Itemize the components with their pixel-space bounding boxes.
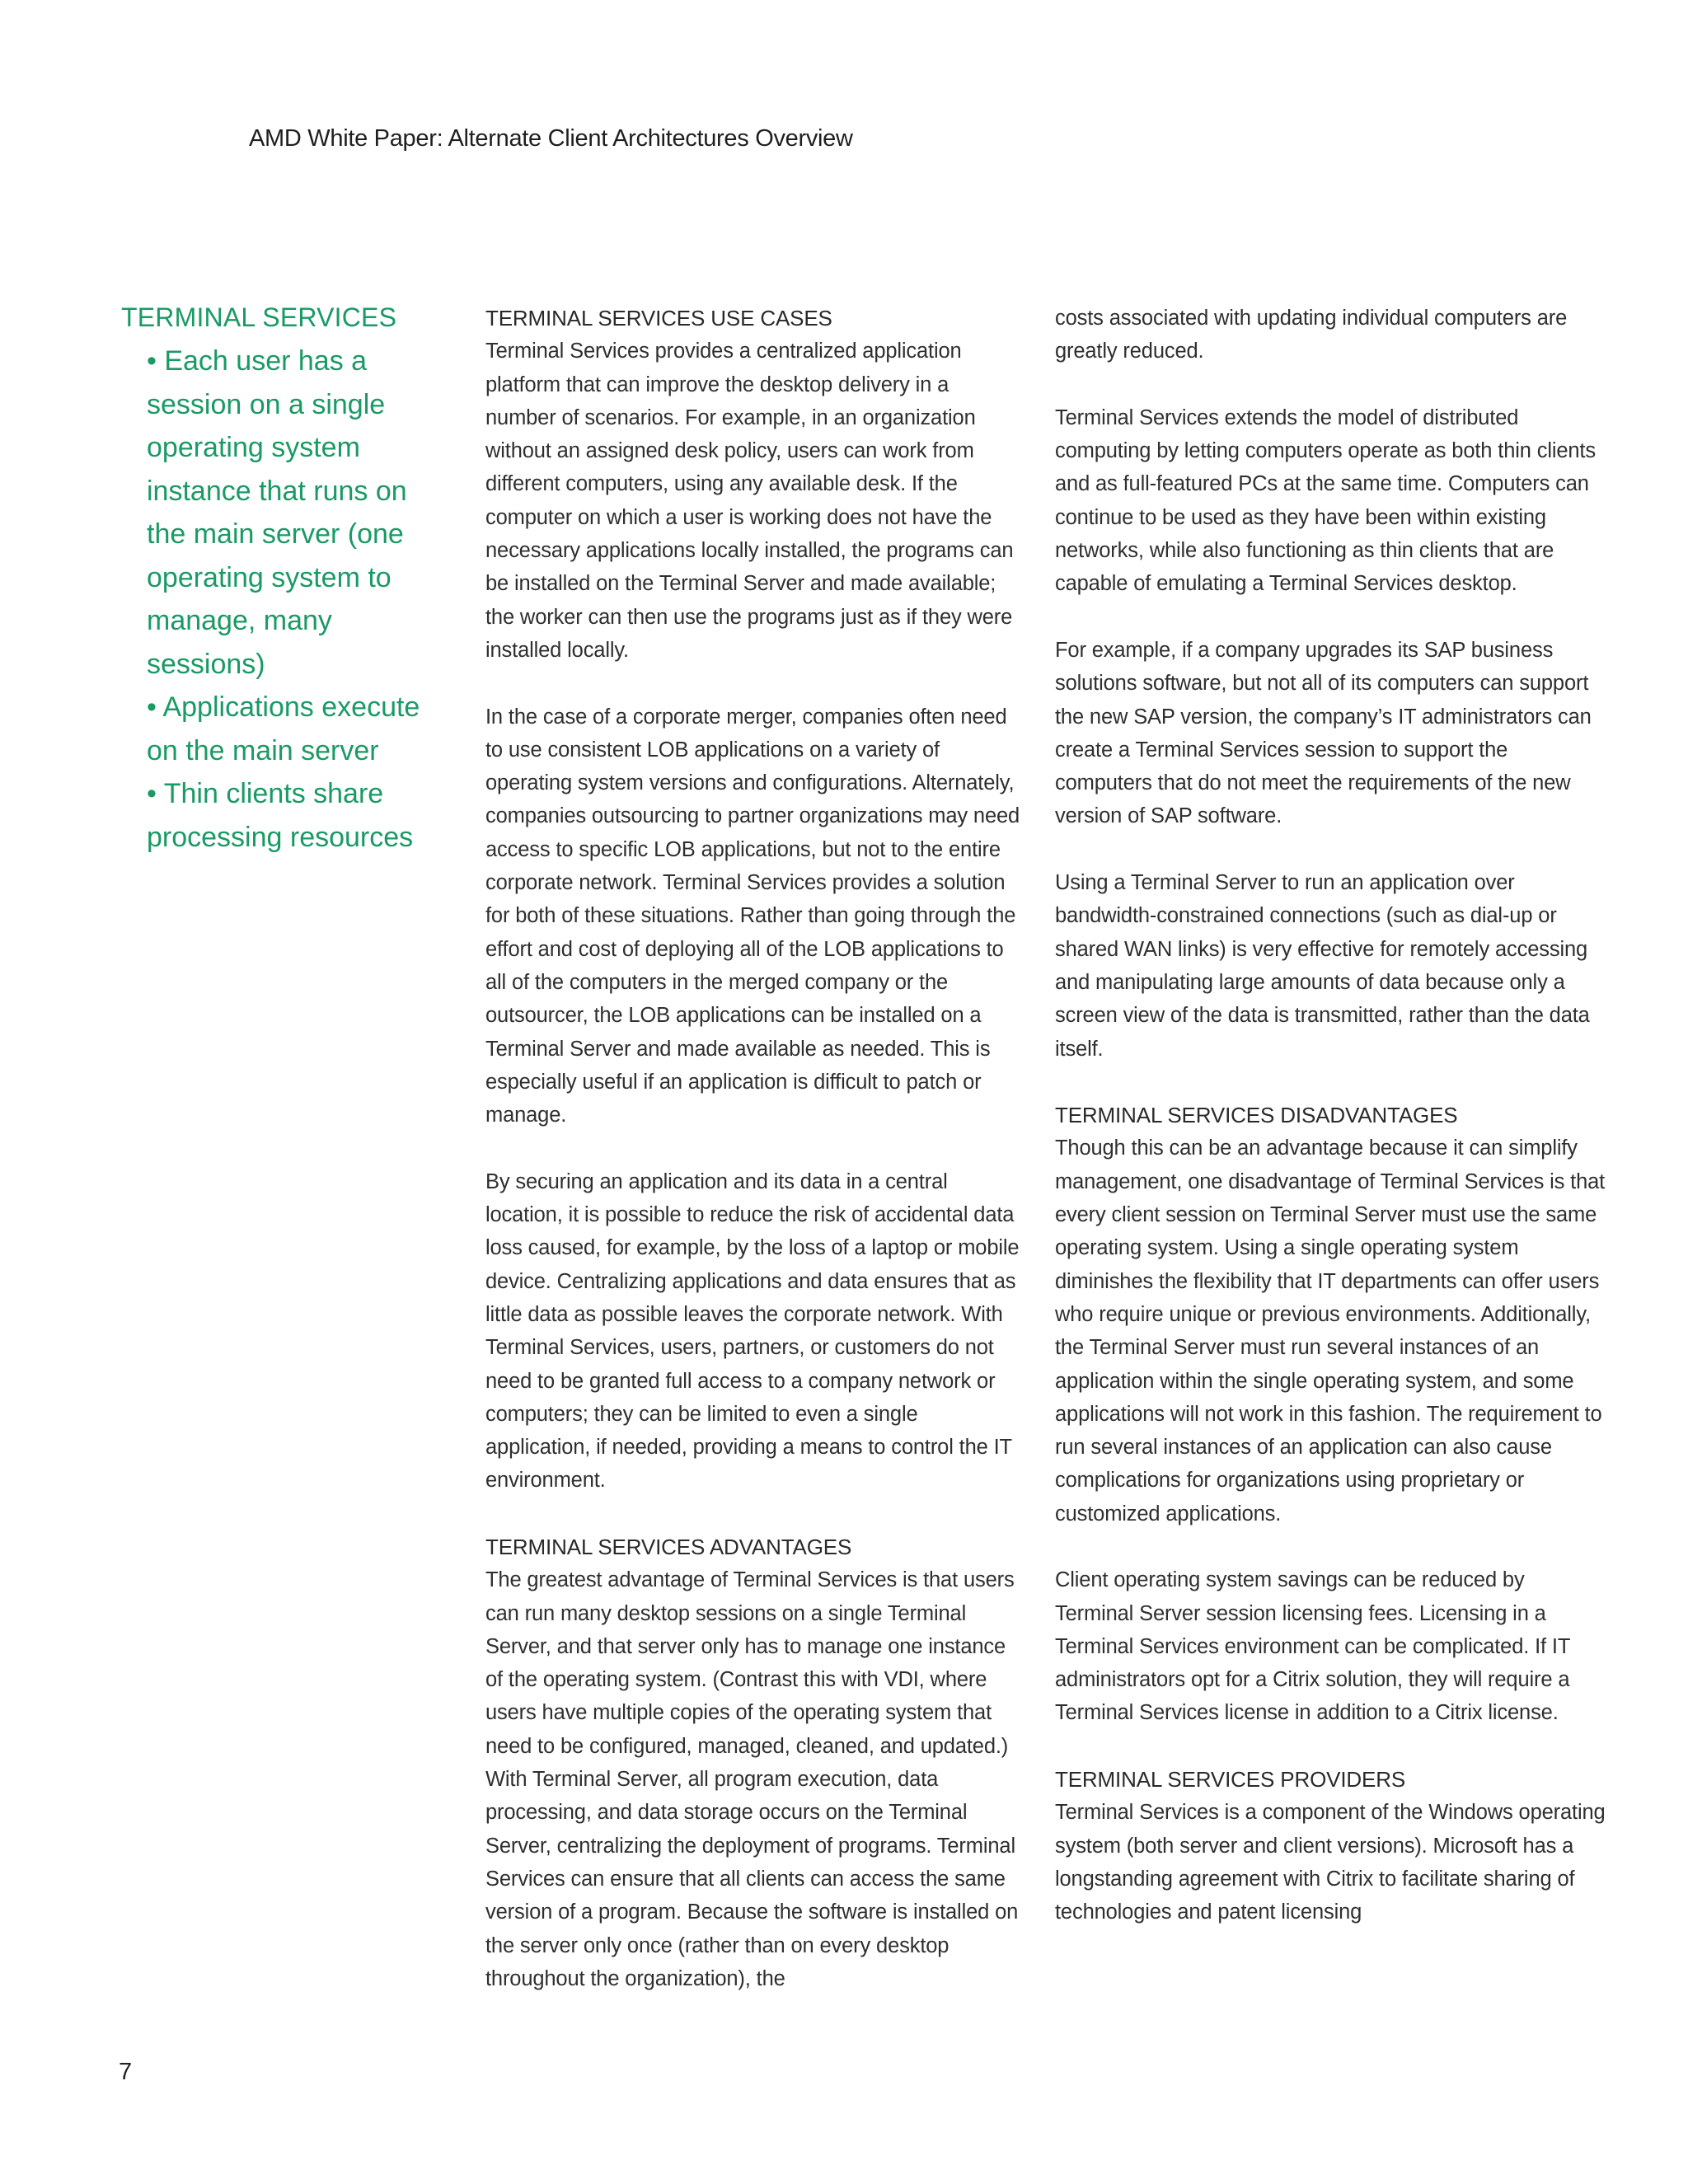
use-cases-heading: TERMINAL SERVICES USE CASES (485, 306, 832, 330)
page-number: 7 (119, 2059, 133, 2085)
providers-paragraph: Terminal Services is a component of the Windows operating system (both server and client versions). Microsoft has a longstanding agreement with Citrix to facilitate sharing of technologies and patent licensing (1055, 1801, 1606, 1924)
providers-heading: TERMINAL SERVICES PROVIDERS (1055, 1767, 1406, 1793)
use-cases-paragraph-3: By securing an application and its data in a central location, it is possible to reduce the risk of accidental data loss caused, for example, by the loss of a laptop or mobile device. Centralizing applications and data ensures that as little data as possible leaves the corporate network. With Terminal Services, users, partners, or customers do not need to be granted full access to a company network or computers; they can be limited to even a single application, if needed, providing a means to control the IT environment. (485, 1169, 1020, 1493)
use-cases-paragraph-1: Terminal Services provides a centralized application platform that can improve the desktop delivery in a number of scenarios. For example, in an organization without an assigned desk policy, users can work from different computers, using any available desk. If the computer on which a user is working does not have the necessary applications locally installed, the programs can be installed on the Terminal Server and made available; the worker can then use the programs just as if they were installed locally. (485, 340, 1014, 662)
sidebar-bullet-list (121, 340, 438, 859)
page-header-title: AMD White Paper: Alternate Client Architectures Overview (249, 125, 853, 152)
advantages-heading: TERMINAL SERVICES ADVANTAGES (485, 1534, 852, 1559)
advantages-continued-paragraph-3: For example, if a company upgrades its SAP business solutions software, but not all of its computers can support the new SAP version, the company’s IT administrators can create a Terminal Services session to support the computers that do not meet the requirements of the new version of SAP software. (1055, 638, 1592, 828)
use-cases-paragraph-2: In the case of a corporate merger, companies often need to use consistent LOB applications on a variety of operating system versions and configurations. Alternately, companies outsourcing to partner organizations may need access to specific LOB applications, but not to the entire corporate network. Terminal Services provides a solution for both of these situations. Rather than going through the effort and cost of deploying all of the LOB applications to all of the computers in the merged company or the outsourcer, the LOB applications can be installed on a Terminal Server and made available as needed. This is especially useful if an application is difficult to patch or manage. (485, 705, 1020, 1127)
advantages-continued-paragraph-1: costs associated with updating individual computers are greatly reduced. (1055, 307, 1568, 363)
disadvantages-paragraph-1: Though this can be an advantage because it can simplify management, one disadvantage of Terminal Services is that every client session on Terminal Server must use the same operating system. Using a single operating system diminishes the flexibility that IT departments can offer users who require unique or previous environments. Additionally, the Terminal Server must run several instances of an application within the single operating system, and some applications will not work in this fashion. The requirement to run several instances of an application can also cause complications for organizations using proprietary or customized applications. (1055, 1137, 1606, 1526)
sidebar-title: TERMINAL SERVICES (121, 302, 397, 332)
sidebar-bullet-2: • Applications execute on the main server (147, 691, 420, 766)
sidebar-bullet-3: • Thin clients share processing resources (147, 778, 414, 853)
advantages-continued-paragraph-4: Using a Terminal Server to run an application over bandwidth-constrained connections (such as dial-up or shared WAN links) is very effective for remotely accessing and manipulating large amounts of data because only a screen view of the data is transmitted, rather than the data itself. (1055, 871, 1590, 1061)
right-column (1055, 302, 1607, 1929)
advantages-paragraph: The greatest advantage of Terminal Services is that users can run many desktop sessions on a single Terminal Server, and that server only has to manage one instance of the operating system. (Contrast this with VDI, where users have multiple copies of the operating system that need to be configured, managed, cleaned, and updated.) With Terminal Server, all program execution, data processing, and data storage occurs on the Terminal Server, centralizing the deployment of programs. Terminal Services can ensure that all clients can access the same version of a program. Because the software is installed on the server only once (rather than on every desktop throughout the organization), the (485, 1568, 1019, 1990)
sidebar-callout (121, 302, 438, 859)
sidebar-bullet-1: • Each user has a session on a single operating system instance that runs on the main server (one operating system to manage, many sessions) (147, 345, 407, 680)
disadvantages-paragraph-2: Client operating system savings can be reduced by Terminal Server session licensing fees. Licensing in a Terminal Services environment can be complicated. If IT administrators opt for a Citrix solution, they will require a Terminal Services license in addition to a Citrix license. (1055, 1568, 1570, 1725)
middle-column (485, 302, 1021, 1995)
disadvantages-heading: TERMINAL SERVICES DISADVANTAGES (1055, 1103, 1458, 1128)
advantages-continued-paragraph-2: Terminal Services extends the model of distributed computing by letting computers operate as both thin clients and as full-featured PCs at the same time. Computers can continue to be used as they have been within existing networks, while also functioning as thin clients that are capable of emulating a Terminal Services desktop. (1055, 405, 1596, 596)
